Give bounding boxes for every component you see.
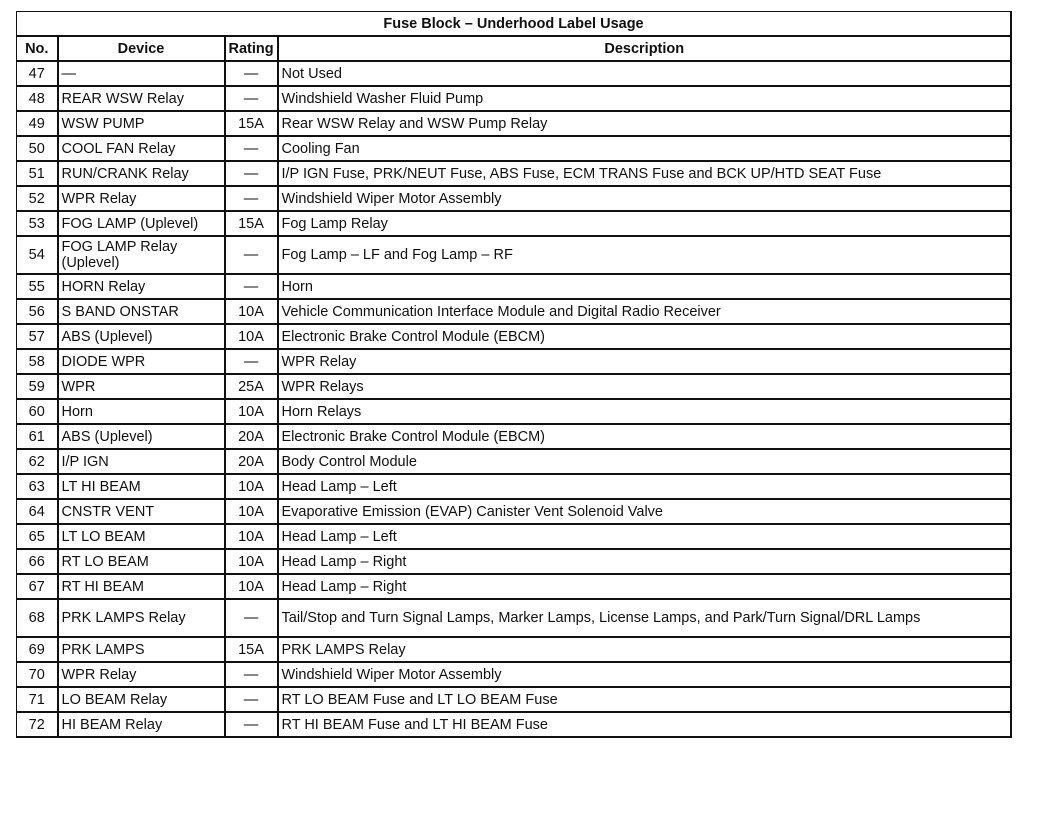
table-row <box>17 111 1012 136</box>
fuse-rating: 25A <box>225 374 278 399</box>
fuse-rating: — <box>225 61 278 86</box>
device-description: Head Lamp – Left <box>278 474 1012 499</box>
table-row <box>17 574 1012 599</box>
table-row <box>17 161 1012 186</box>
device-description: Cooling Fan <box>278 136 1012 161</box>
table-title: Fuse Block – Underhood Label Usage <box>17 12 1012 37</box>
device-description: Fog Lamp – LF and Fog Lamp – RF <box>278 236 1012 274</box>
table-row <box>17 524 1012 549</box>
column-header-no: No. <box>17 36 58 61</box>
fuse-rating: 10A <box>225 549 278 574</box>
device-description: Windshield Washer Fluid Pump <box>278 86 1012 111</box>
fuse-rating: 10A <box>225 524 278 549</box>
table-body <box>17 61 1012 737</box>
device-description: I/P IGN Fuse, PRK/NEUT Fuse, ABS Fuse, ECM TRANS Fuse and BCK UP/HTD SEAT Fuse <box>278 161 1012 186</box>
device-name: ABS (Uplevel) <box>58 324 225 349</box>
fuse-rating: 10A <box>225 474 278 499</box>
fuse-number: 67 <box>17 574 58 599</box>
device-description: WPR Relays <box>278 374 1012 399</box>
table-row <box>17 424 1012 449</box>
fuse-rating: — <box>225 599 278 637</box>
fuse-rating: — <box>225 712 278 737</box>
column-header-description: Description <box>278 36 1012 61</box>
fuse-number: 71 <box>17 687 58 712</box>
fuse-rating: 20A <box>225 449 278 474</box>
table-row <box>17 662 1012 687</box>
device-name: RT HI BEAM <box>58 574 225 599</box>
device-description: Windshield Wiper Motor Assembly <box>278 662 1012 687</box>
device-name: Horn <box>58 399 225 424</box>
fuse-number: 69 <box>17 637 58 662</box>
fuse-number: 63 <box>17 474 58 499</box>
table-title-row <box>17 12 1012 37</box>
device-name: S BAND ONSTAR <box>58 299 225 324</box>
device-name: WPR Relay <box>58 186 225 211</box>
fuse-rating: — <box>225 161 278 186</box>
fuse-rating: 10A <box>225 324 278 349</box>
device-description: WPR Relay <box>278 349 1012 374</box>
fuse-rating: 15A <box>225 211 278 236</box>
table-row <box>17 299 1012 324</box>
device-description: Evaporative Emission (EVAP) Canister Vent Solenoid Valve <box>278 499 1012 524</box>
fuse-number: 56 <box>17 299 58 324</box>
device-description: Horn <box>278 274 1012 299</box>
fuse-rating: 20A <box>225 424 278 449</box>
table-row <box>17 374 1012 399</box>
fuse-rating: — <box>225 349 278 374</box>
column-header-rating: Rating <box>225 36 278 61</box>
device-description: Tail/Stop and Turn Signal Lamps, Marker Lamps, License Lamps, and Park/Turn Signal/DRL Lamps <box>278 599 1012 637</box>
device-name: HORN Relay <box>58 274 225 299</box>
fuse-number: 50 <box>17 136 58 161</box>
fuse-number: 70 <box>17 662 58 687</box>
device-name: COOL FAN Relay <box>58 136 225 161</box>
fuse-number: 61 <box>17 424 58 449</box>
device-description: Head Lamp – Right <box>278 549 1012 574</box>
fuse-rating: — <box>225 274 278 299</box>
fuse-rating: — <box>225 186 278 211</box>
fuse-number: 49 <box>17 111 58 136</box>
fuse-rating: 15A <box>225 111 278 136</box>
table-header-row <box>17 36 1012 61</box>
fuse-rating: 10A <box>225 574 278 599</box>
fuse-rating: 15A <box>225 637 278 662</box>
fuse-number: 72 <box>17 712 58 737</box>
fuse-rating: 10A <box>225 299 278 324</box>
table-row <box>17 136 1012 161</box>
table-row <box>17 549 1012 574</box>
fuse-number: 55 <box>17 274 58 299</box>
fuse-number: 54 <box>17 236 58 274</box>
fuse-number: 66 <box>17 549 58 574</box>
device-name: LT HI BEAM <box>58 474 225 499</box>
device-name: WSW PUMP <box>58 111 225 136</box>
fuse-block-table <box>16 11 1012 738</box>
table-row <box>17 236 1012 274</box>
fuse-number: 62 <box>17 449 58 474</box>
device-name: WPR <box>58 374 225 399</box>
fuse-number: 65 <box>17 524 58 549</box>
fuse-rating: — <box>225 136 278 161</box>
table-row <box>17 474 1012 499</box>
device-description: RT HI BEAM Fuse and LT HI BEAM Fuse <box>278 712 1012 737</box>
fuse-rating: — <box>225 86 278 111</box>
device-description: RT LO BEAM Fuse and LT LO BEAM Fuse <box>278 687 1012 712</box>
fuse-number: 58 <box>17 349 58 374</box>
device-description: Body Control Module <box>278 449 1012 474</box>
fuse-number: 53 <box>17 211 58 236</box>
fuse-rating: — <box>225 662 278 687</box>
table-row <box>17 349 1012 374</box>
device-name: RUN/CRANK Relay <box>58 161 225 186</box>
fuse-number: 57 <box>17 324 58 349</box>
fuse-number: 59 <box>17 374 58 399</box>
column-header-device: Device <box>58 36 225 61</box>
table-row <box>17 399 1012 424</box>
table-row <box>17 637 1012 662</box>
fuse-number: 52 <box>17 186 58 211</box>
fuse-rating: — <box>225 236 278 274</box>
fuse-number: 47 <box>17 61 58 86</box>
device-description: Fog Lamp Relay <box>278 211 1012 236</box>
device-name: LT LO BEAM <box>58 524 225 549</box>
fuse-number: 60 <box>17 399 58 424</box>
device-name: PRK LAMPS <box>58 637 225 662</box>
device-name: WPR Relay <box>58 662 225 687</box>
device-name: REAR WSW Relay <box>58 86 225 111</box>
table-row <box>17 186 1012 211</box>
device-name: FOG LAMP Relay (Uplevel) <box>58 236 225 274</box>
table-row <box>17 449 1012 474</box>
table-row <box>17 61 1012 86</box>
device-description: Horn Relays <box>278 399 1012 424</box>
table-row <box>17 712 1012 737</box>
table-row <box>17 86 1012 111</box>
device-description: Electronic Brake Control Module (EBCM) <box>278 324 1012 349</box>
fuse-number: 68 <box>17 599 58 637</box>
fuse-rating: 10A <box>225 399 278 424</box>
table-row <box>17 499 1012 524</box>
device-description: Rear WSW Relay and WSW Pump Relay <box>278 111 1012 136</box>
device-description: Head Lamp – Right <box>278 574 1012 599</box>
device-description: Windshield Wiper Motor Assembly <box>278 186 1012 211</box>
device-name: PRK LAMPS Relay <box>58 599 225 637</box>
device-description: PRK LAMPS Relay <box>278 637 1012 662</box>
device-name: I/P IGN <box>58 449 225 474</box>
table-row <box>17 599 1012 637</box>
device-description: Vehicle Communication Interface Module and Digital Radio Receiver <box>278 299 1012 324</box>
device-description: Head Lamp – Left <box>278 524 1012 549</box>
device-name: ABS (Uplevel) <box>58 424 225 449</box>
device-name: RT LO BEAM <box>58 549 225 574</box>
table-row <box>17 324 1012 349</box>
device-name: — <box>58 61 225 86</box>
table-row <box>17 211 1012 236</box>
fuse-number: 51 <box>17 161 58 186</box>
table-row <box>17 687 1012 712</box>
device-name: LO BEAM Relay <box>58 687 225 712</box>
fuse-number: 64 <box>17 499 58 524</box>
fuse-rating: 10A <box>225 499 278 524</box>
device-name: FOG LAMP (Uplevel) <box>58 211 225 236</box>
fuse-number: 48 <box>17 86 58 111</box>
fuse-rating: — <box>225 687 278 712</box>
table-row <box>17 274 1012 299</box>
device-name: CNSTR VENT <box>58 499 225 524</box>
device-name: HI BEAM Relay <box>58 712 225 737</box>
device-description: Not Used <box>278 61 1012 86</box>
device-name: DIODE WPR <box>58 349 225 374</box>
device-description: Electronic Brake Control Module (EBCM) <box>278 424 1012 449</box>
